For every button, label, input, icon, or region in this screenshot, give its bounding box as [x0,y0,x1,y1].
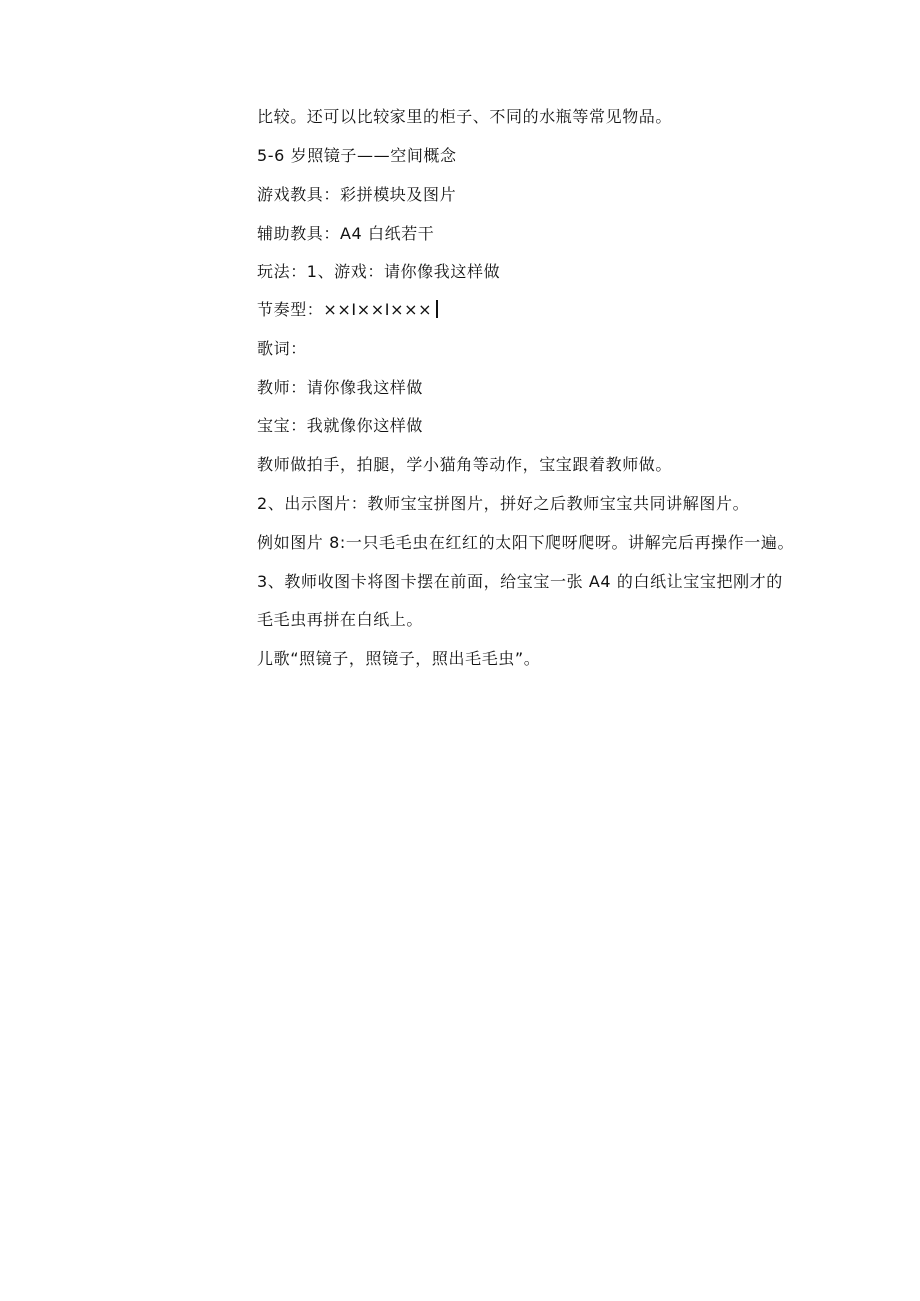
text-line-show-picture: 2、出示图片：教师宝宝拼图片，拼好之后教师宝宝共同讲解图片。 [257,494,750,513]
text-line-teacher-lyric: 教师：请你像我这样做 [257,378,424,397]
text-line-example-picture: 例如图片 8:一只毛毛虫在红红的太阳下爬呀爬呀。讲解完后再操作一遍。 [257,533,795,552]
text-line-teacher-actions: 教师做拍手，拍腿，学小猫角等动作，宝宝跟着教师做。 [257,455,673,474]
text-line-how-to-play: 玩法：1、游戏：请你像我这样做 [257,262,501,281]
section-title-mirror-game: 5-6 岁照镜子——空间概念 [257,146,457,165]
rhythm-line [257,299,438,321]
text-line-aux-tools: 辅助教具：A4 白纸若干 [257,224,435,243]
text-line-baby-lyric: 宝宝：我就像你这样做 [257,416,424,435]
text-line-collect-cards: 3、教师收图卡将图卡摆在前面，给宝宝一张 A4 的白纸让宝宝把刚才的 [257,572,783,591]
text-line-nursery-rhyme: 儿歌“照镜子，照镜子，照出毛毛虫”。 [257,649,541,668]
text-line-rhythm: 节奏型：××I××I××× [257,300,433,319]
text-line-game-tools: 游戏教具：彩拼模块及图片 [257,185,457,204]
text-line-compare-items: 比较。还可以比较家里的柜子、不同的水瓶等常见物品。 [257,107,673,126]
rhythm-bar-mark [436,300,438,318]
text-line-lyrics-label: 歌词： [257,339,307,358]
text-line-reassemble: 毛毛虫再拼在白纸上。 [257,610,424,629]
